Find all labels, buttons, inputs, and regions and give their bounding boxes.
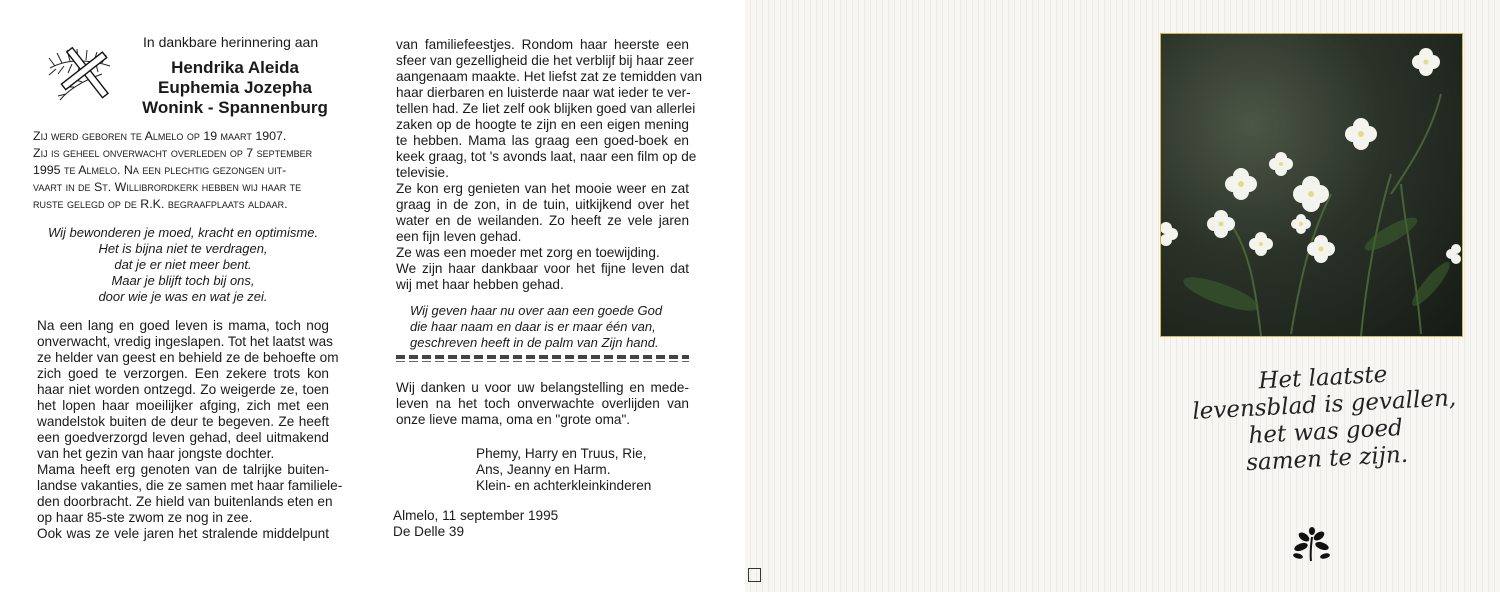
closing-quote	[410, 303, 685, 351]
thanks-paragraph	[396, 380, 689, 428]
text-line: zaken op de hoogte te zijn en een eigen mening	[396, 117, 689, 132]
announcement	[33, 128, 333, 213]
text-line: wandelstok buiten de deur te begeven. Ze heeft	[37, 414, 329, 429]
poem	[33, 225, 333, 305]
signers	[476, 446, 706, 494]
text-line: landse vakanties, die ze samen met haar familiele-	[37, 478, 343, 493]
quote-line: geschreven heeft in de palm van Zijn hand.	[410, 335, 659, 350]
address-line: De Delle 39	[393, 524, 465, 539]
text-line: Ze was een moeder met zorg en toewijding.	[396, 245, 660, 260]
poem-line: dat je er niet meer bent.	[114, 257, 252, 272]
printer-logo-icon	[748, 568, 761, 582]
text-line: sfeer van gezelligheid die het verblijf bij haar zeer	[396, 53, 694, 68]
text-line: Ze kon erg genieten van het mooie weer en zat	[396, 181, 689, 196]
text-line: haar niet worden ontzegd. Zo weigerde ze, toen	[37, 382, 329, 397]
signer-line: Ans, Jeanny en Harm.	[476, 462, 611, 477]
dashed-divider	[396, 355, 689, 359]
text-line: Wij danken u voor uw belangstelling en mede-	[396, 380, 689, 395]
deceased-name	[120, 58, 350, 118]
poem-line: Wij bewonderen je moed, kracht en optimisme.	[47, 225, 319, 240]
text-line: onze lieve mama, oma en "grote oma".	[396, 412, 631, 427]
text-line: te hebben. Mama las graag een goed-boek en	[396, 133, 689, 148]
biography-column-1	[37, 318, 343, 542]
verse-line: samen te zijn.	[1245, 441, 1409, 477]
text-line: Ook was ze vele jaren het stralende middelpunt	[37, 526, 329, 541]
text-line: een goedverzorgd leven gehad, deel uitmakend	[37, 430, 329, 445]
quote-line: die haar naam en daar is er maar één van,	[410, 319, 656, 334]
name-line: Wonink - Spannenburg	[142, 98, 328, 117]
text-line: den doorbracht. Ze hield van buitenlands eten en	[37, 494, 333, 509]
text-line: van familiefeestjes. Rondom haar heerste een	[396, 37, 689, 52]
text-line: haar dierbaren en luisterde naar wat ieder te ver-	[396, 85, 691, 100]
text-line: tellen had. Ze liet zelf ook blijken goed van allerlei	[396, 101, 696, 116]
announcement-line: vaart in de St. Willibrordkerk hebben wij haar te	[33, 180, 302, 194]
verse-line: het was goed	[1247, 414, 1404, 450]
leaf-ornament-icon	[1290, 527, 1332, 563]
text-line: water en de weilanden. Zo heeft ze vele jaren	[396, 213, 689, 228]
place-and-date	[393, 508, 643, 540]
announcement-line: Zij is geheel onverwacht overleden op 7 september	[33, 146, 313, 160]
text-line: televisie.	[396, 165, 449, 180]
text-line: wij met haar hebben gehad.	[396, 277, 564, 292]
text-line: van het gezin van haar jongste dochter.	[37, 446, 275, 461]
name-line: Euphemia Jozepha	[158, 78, 312, 97]
text-line: keek graag, tot 's avonds laat, naar een film op de	[396, 149, 697, 164]
signer-line: Klein- en achterkleinkinderen	[476, 478, 652, 493]
announcement-line: Zij werd geboren te Almelo op 19 maart 1907.	[33, 129, 287, 143]
cross-with-palm-icon	[30, 38, 130, 108]
text-line: zich goed te verzorgen. Een zekere trots kon	[37, 366, 329, 381]
poem-line: Maar je blijft toch bij ons,	[111, 273, 255, 288]
verse-line: Het laatste	[1257, 361, 1388, 395]
name-line: Hendrika Aleida	[171, 58, 299, 77]
text-line: aangenaam maakte. Het liefst zat ze temidden van	[396, 69, 703, 84]
flowers-illustration	[1161, 34, 1462, 336]
signer-line: Phemy, Harry en Truus, Rie,	[476, 446, 647, 461]
quote-line: Wij geven haar nu over aan een goede God	[410, 303, 663, 318]
text-line: graag in de zon, in de tuin, uitkijkend over het	[396, 197, 689, 212]
printer-mark	[748, 568, 808, 582]
text-line: een fijn leven gehad.	[396, 229, 522, 244]
text-line: ze helder van geest en behield ze de behoefte om	[37, 350, 339, 365]
text-line: onverwacht, vredig ingeslapen. Tot het laatst was	[37, 334, 333, 349]
white-flowers-photo	[1160, 33, 1463, 337]
announcement-line: 1995 te Almelo. Na een plechtig gezongen uit-	[33, 163, 287, 177]
biography-column-2	[396, 37, 703, 293]
text-line: leven na het toch onverwachte overlijden van	[396, 396, 689, 411]
intro-text: In dankbare herinnering aan	[143, 34, 319, 50]
dashed-divider	[396, 361, 689, 362]
left-page	[0, 0, 745, 592]
verse-line: levensblad is gevallen,	[1191, 385, 1457, 425]
text-line: op haar 85-ste zwom ze nog in zee.	[37, 510, 253, 525]
poem-line: Het is bijna niet te verdragen,	[98, 241, 268, 256]
text-line: We zijn haar dankbaar voor het fijne leven dat	[396, 261, 689, 276]
date-line: Almelo, 11 september 1995	[393, 508, 559, 523]
announcement-line: ruste gelegd op de R.K. begraafplaats aldaar.	[33, 197, 288, 211]
poem-line: door wie je was en wat je zei.	[98, 289, 268, 304]
text-line: het lopen haar moeilijker afging, zich met een	[37, 398, 329, 413]
handwritten-verse	[1187, 358, 1462, 480]
text-line: Mama heeft erg genoten van de talrijke buiten-	[37, 462, 329, 477]
text-line: Na een lang en goed leven is mama, toch nog	[37, 318, 329, 333]
